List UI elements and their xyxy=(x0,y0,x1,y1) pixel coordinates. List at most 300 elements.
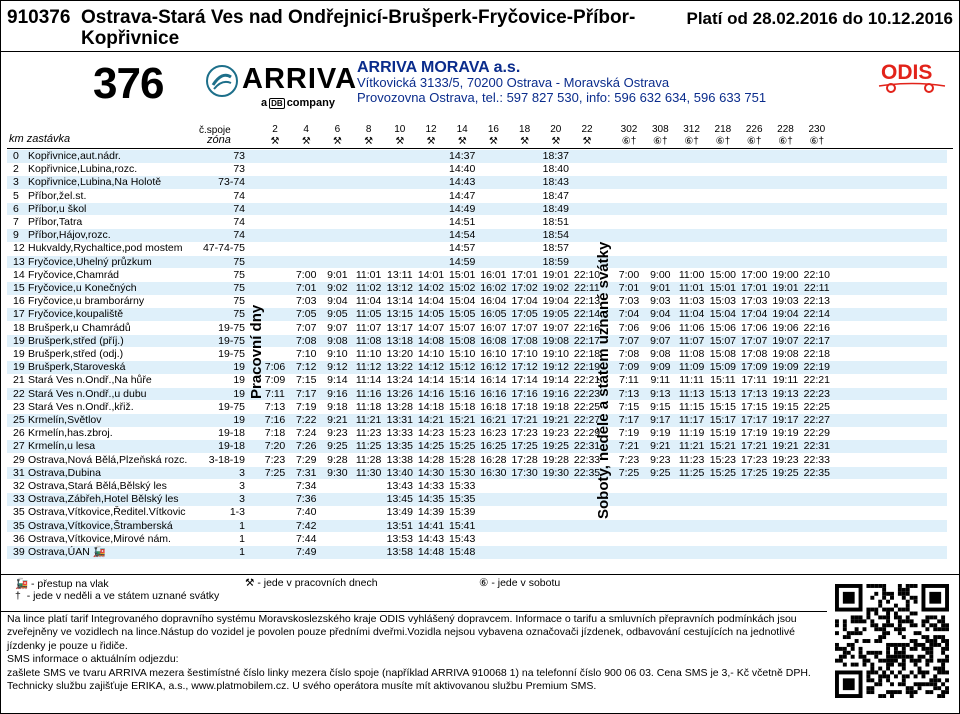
stop-zone: 73-74 xyxy=(218,176,245,189)
departure-time: 9:05 xyxy=(327,308,348,321)
departure-time: 18:40 xyxy=(542,163,569,176)
departure-time: 9:23 xyxy=(327,427,348,440)
departure-time: 9:28 xyxy=(327,453,348,466)
departure-time: 14:41 xyxy=(417,519,445,532)
departure-time: 16:16 xyxy=(480,387,507,400)
hammers-icon: ⚒ xyxy=(270,136,280,147)
stop-km: 29 xyxy=(13,453,25,466)
stop-km: 25 xyxy=(13,414,25,426)
stop-zone: 74 xyxy=(233,229,245,242)
stop-row xyxy=(7,493,247,506)
stop-name: Brušperk,u Chamrádů xyxy=(28,321,131,334)
departure-time: 14:18 xyxy=(417,400,445,413)
departure-time: 16:10 xyxy=(480,348,507,360)
departure-time: 22:11 xyxy=(574,282,600,294)
stop-zone: 74 xyxy=(233,189,245,202)
saturday-sunday-icon: ⑥† xyxy=(684,136,699,147)
stop-zone: 47-74-75 xyxy=(202,242,245,255)
departure-time: 7:11 xyxy=(619,374,639,387)
stop-row xyxy=(7,467,247,480)
operator-name: ARRIVA MORAVA a.s. xyxy=(357,59,521,76)
departure-time: 16:05 xyxy=(480,308,507,321)
departure-time: 15:01 xyxy=(449,268,476,281)
departure-time: 17:04 xyxy=(741,308,768,321)
stop-km: 13 xyxy=(13,255,25,268)
stop-row xyxy=(7,427,247,440)
departure-time: 15:25 xyxy=(449,440,476,453)
departure-time: 17:28 xyxy=(511,453,538,466)
departure-time: 16:25 xyxy=(480,440,507,453)
stop-row xyxy=(7,506,247,519)
departure-time: 11:28 xyxy=(355,453,382,466)
departure-time: 11:07 xyxy=(355,321,382,334)
departure-time: 19:07 xyxy=(542,321,569,334)
stop-zone: 19-75 xyxy=(218,348,245,360)
departure-time: 9:23 xyxy=(650,453,671,466)
departure-time: 9:03 xyxy=(650,295,671,308)
departure-time: 9:08 xyxy=(327,334,348,347)
departure-time: 11:10 xyxy=(355,348,382,360)
departure-time: 17:14 xyxy=(511,374,538,387)
departure-time: 14:14 xyxy=(417,374,445,387)
hammers-icon: ⚒ xyxy=(457,136,467,147)
stop-zone: 3 xyxy=(239,466,245,479)
stop-row xyxy=(7,322,247,335)
departure-time: 7:01 xyxy=(618,282,640,294)
departure-time: 19:04 xyxy=(542,295,569,308)
stop-zone: 1 xyxy=(239,519,245,532)
stop-zone: 1 xyxy=(239,532,245,545)
stop-row xyxy=(7,440,247,453)
departure-time: 11:06 xyxy=(678,321,705,334)
departure-time: 17:21 xyxy=(741,440,768,453)
stop-zone: 19 xyxy=(233,361,245,374)
departure-time: 14:54 xyxy=(449,229,476,242)
departure-time: 18:47 xyxy=(542,189,569,202)
stop-row xyxy=(7,308,247,321)
departure-time: 14:43 xyxy=(417,532,445,545)
departure-time: 18:51 xyxy=(542,216,569,228)
departure-time: 11:09 xyxy=(678,361,705,374)
cross-icon: † xyxy=(15,590,21,602)
stop-name: Stará Ves n.Ondř.,u dubu xyxy=(28,387,147,400)
departure-time: 16:30 xyxy=(480,466,507,479)
stop-name: Brušperk,střed (příj.) xyxy=(28,334,124,347)
departure-time: 13:38 xyxy=(386,453,413,466)
departure-time: 7:22 xyxy=(295,414,317,426)
legend-divider xyxy=(1,574,959,575)
departure-time: 13:53 xyxy=(386,532,413,545)
stop-row xyxy=(7,256,247,269)
departure-time: 19:10 xyxy=(542,348,569,360)
trip-number: 228 xyxy=(777,124,794,135)
departure-time: 7:42 xyxy=(295,519,317,532)
departure-time: 15:41 xyxy=(449,519,476,532)
departure-time: 15:07 xyxy=(709,334,737,347)
departure-time: 14:25 xyxy=(417,440,445,453)
stop-zone: 75 xyxy=(233,308,245,321)
stop-row xyxy=(7,388,247,401)
departure-time: 22:23 xyxy=(803,387,830,400)
departure-time: 14:59 xyxy=(449,255,476,268)
stop-name: Příbor,žel.st. xyxy=(28,189,87,202)
departure-time: 19:00 xyxy=(772,268,799,281)
departure-time: 19:05 xyxy=(542,308,569,321)
stop-row xyxy=(7,546,247,559)
departure-time: 17:13 xyxy=(741,387,768,400)
departure-time: 7:00 xyxy=(295,268,317,281)
hammers-icon: ⚒ xyxy=(395,136,405,147)
departure-time: 22:25 xyxy=(803,400,830,413)
departure-time: 14:48 xyxy=(417,546,445,558)
stop-row xyxy=(7,163,247,176)
departure-time: 18:37 xyxy=(542,150,569,162)
stop-zone: 19 xyxy=(233,414,245,426)
departure-time: 14:04 xyxy=(417,295,445,308)
odis-logo-icon xyxy=(877,57,947,95)
departure-time: 17:03 xyxy=(741,295,768,308)
departure-time: 7:03 xyxy=(618,295,640,308)
trip-number: 4 xyxy=(303,124,309,135)
validity-period: Platí od 28.02.2016 do 10.12.2016 xyxy=(686,9,953,28)
departure-time: 22:27 xyxy=(573,414,601,426)
stop-km: 22 xyxy=(13,387,25,400)
departure-time: 15:35 xyxy=(449,493,476,506)
departure-time: 17:00 xyxy=(741,268,768,281)
departure-time: 15:02 xyxy=(449,282,476,294)
stop-km: 9 xyxy=(13,229,19,242)
departure-time: 15:05 xyxy=(449,308,476,321)
departure-time: 7:08 xyxy=(295,334,317,347)
departure-time: 7:18 xyxy=(264,427,286,440)
departure-time: 7:11 xyxy=(265,387,285,400)
departure-time: 11:17 xyxy=(678,414,705,426)
departure-time: 15:14 xyxy=(449,374,476,387)
departure-time: 9:16 xyxy=(327,387,348,400)
line-number: 376 xyxy=(93,59,164,108)
departure-time: 7:07 xyxy=(618,334,640,347)
stop-name: Fryčovice,Chamrád xyxy=(28,268,120,281)
stop-name: Fryčovice,u Konečných xyxy=(28,282,137,294)
departure-time: 16:28 xyxy=(480,453,507,466)
trip-number: 16 xyxy=(487,124,499,135)
hammers-icon: ⚒ xyxy=(245,577,255,589)
stop-km: 19 xyxy=(13,361,25,374)
departure-time: 15:21 xyxy=(449,414,476,426)
departure-time: 7:06 xyxy=(618,321,640,334)
departure-time: 17:09 xyxy=(741,361,768,374)
stop-row xyxy=(7,533,247,546)
stop-name: Ostrava,Stará Bělá,Bělský les xyxy=(28,480,167,492)
stop-row xyxy=(7,374,247,387)
departure-time: 17:08 xyxy=(511,334,538,347)
departure-time: 11:07 xyxy=(678,334,705,347)
stop-km: 17 xyxy=(13,308,25,321)
departure-time: 13:28 xyxy=(386,400,413,413)
departure-time: 9:08 xyxy=(650,348,671,360)
departure-time: 19:04 xyxy=(772,308,799,321)
departure-time: 18:43 xyxy=(542,176,569,189)
stop-row xyxy=(7,480,247,493)
departure-time: 19:19 xyxy=(772,427,799,440)
departure-time: 16:12 xyxy=(480,361,507,374)
departure-time: 22:13 xyxy=(803,295,830,308)
departure-time: 9:19 xyxy=(650,427,671,440)
departure-time: 9:21 xyxy=(650,440,671,453)
departure-time: 15:16 xyxy=(449,387,476,400)
stop-row xyxy=(7,520,247,533)
departure-time: 14:10 xyxy=(417,348,445,360)
departure-time: 11:08 xyxy=(355,334,382,347)
stop-row xyxy=(7,282,247,295)
stop-zone: 73 xyxy=(233,163,245,176)
departure-time: 14:40 xyxy=(449,163,476,176)
weekend-label: Soboty, neděle a státem uznané svátky xyxy=(595,241,612,519)
stop-row xyxy=(7,348,247,361)
departure-time: 15:48 xyxy=(449,546,476,558)
stop-zone: 75 xyxy=(233,268,245,281)
departure-time: 17:23 xyxy=(511,427,538,440)
departure-time: 15:03 xyxy=(709,295,737,308)
departure-time: 22:31 xyxy=(573,440,601,453)
departure-time: 16:08 xyxy=(480,334,507,347)
departure-time: 19:06 xyxy=(772,321,799,334)
departure-time: 7:31 xyxy=(295,466,317,479)
departure-time: 7:40 xyxy=(295,506,317,519)
departure-time: 9:09 xyxy=(650,361,671,374)
stop-zone: 19 xyxy=(233,387,245,400)
departure-time: 14:28 xyxy=(417,453,445,466)
departure-time: 13:33 xyxy=(386,427,413,440)
trip-number: 8 xyxy=(365,124,372,135)
departure-time: 7:24 xyxy=(295,427,317,440)
departure-time: 22:27 xyxy=(803,414,830,426)
trip-number: 22 xyxy=(581,124,593,135)
departure-time: 14:23 xyxy=(417,427,445,440)
stop-zone: 75 xyxy=(233,255,245,268)
departure-time: 13:43 xyxy=(386,480,413,492)
departure-time: 19:25 xyxy=(542,440,569,453)
departure-time: 13:35 xyxy=(386,440,413,453)
stop-zone: 1-3 xyxy=(229,506,245,519)
stop-km: 2 xyxy=(13,163,19,176)
departure-time: 17:10 xyxy=(511,348,538,360)
departure-time: 15:15 xyxy=(709,400,737,413)
sms-title: SMS informace o aktuálním odjezdu: xyxy=(7,653,179,666)
stop-row xyxy=(7,203,247,216)
departure-time: 22:16 xyxy=(573,321,601,334)
departure-time: 15:07 xyxy=(449,321,476,334)
stop-zone: 19-18 xyxy=(218,440,245,453)
departure-time: 9:04 xyxy=(650,308,671,321)
legend-train: 🚂 - přestup na vlak xyxy=(15,578,109,590)
stop-name: Kopřivnice,Lubina,rozc. xyxy=(28,163,138,176)
departure-time: 17:25 xyxy=(511,440,538,453)
departure-time: 11:00 xyxy=(678,268,705,281)
departure-time: 9:15 xyxy=(650,400,671,413)
departure-time: 19:01 xyxy=(772,282,799,294)
saturday-icon: ⑥ xyxy=(479,577,489,589)
stop-km: 7 xyxy=(13,216,19,228)
departure-time: 14:21 xyxy=(417,414,445,426)
departure-time: 11:11 xyxy=(679,374,704,387)
trip-number: 218 xyxy=(714,124,732,135)
header-underline xyxy=(7,148,953,149)
stop-zone: 19 xyxy=(233,374,245,387)
departure-time: 9:13 xyxy=(650,387,671,400)
stop-zone: 19-75 xyxy=(218,400,245,413)
departure-time: 22:17 xyxy=(803,334,830,347)
departure-time: 7:25 xyxy=(264,466,286,479)
departure-time: 17:19 xyxy=(741,427,768,440)
departure-time: 22:23 xyxy=(573,387,601,400)
departure-time: 18:57 xyxy=(542,242,569,255)
departure-time: 16:18 xyxy=(480,400,507,413)
departure-time: 17:18 xyxy=(511,400,538,413)
departure-time: 22:25 xyxy=(573,400,601,413)
departure-time: 17:08 xyxy=(741,348,768,360)
departure-time: 9:11 xyxy=(650,374,671,387)
stop-name: Fryčovice,Uhelný průzkum xyxy=(28,255,152,268)
departure-time: 7:26 xyxy=(295,440,317,453)
stop-km: 27 xyxy=(13,440,25,453)
departure-time: 9:17 xyxy=(650,414,671,426)
trip-number: 230 xyxy=(808,124,826,135)
departure-time: 7:17 xyxy=(295,387,317,400)
departure-time: 17:07 xyxy=(741,334,768,347)
departure-time: 9:12 xyxy=(327,361,348,374)
departure-time: 7:06 xyxy=(264,361,286,374)
stop-name: Ostrava,ÚAN 🚂 xyxy=(28,546,106,558)
stop-km: 31 xyxy=(13,466,25,479)
departure-time: 7:25 xyxy=(618,466,640,479)
stop-zone: 3-18-19 xyxy=(208,453,245,466)
stop-km: 32 xyxy=(13,480,25,492)
departure-time: 17:04 xyxy=(511,295,538,308)
departure-time: 22:14 xyxy=(803,308,830,321)
departure-time: 17:23 xyxy=(741,453,768,466)
departure-time: 22:29 xyxy=(573,427,601,440)
header-zona: zóna xyxy=(207,134,231,146)
departure-time: 15:19 xyxy=(709,427,737,440)
arriva-logo-text: ARRIVA xyxy=(242,63,358,95)
qr-code-icon[interactable] xyxy=(835,584,949,698)
departure-time: 16:07 xyxy=(480,321,507,334)
departure-time: 9:21 xyxy=(327,414,348,426)
departure-time: 19:18 xyxy=(542,400,569,413)
departure-time: 13:22 xyxy=(386,361,413,374)
departure-time: 7:15 xyxy=(295,374,317,387)
hammers-icon: ⚒ xyxy=(582,136,592,147)
departure-time: 14:35 xyxy=(417,493,445,506)
header-km-stop: km zastávka xyxy=(9,133,71,145)
departure-time: 15:13 xyxy=(709,387,737,400)
departure-time: 7:19 xyxy=(618,427,640,440)
departure-time: 19:21 xyxy=(772,440,799,453)
departure-time: 19:23 xyxy=(542,427,569,440)
departure-time: 11:04 xyxy=(678,308,705,321)
departure-time: 22:14 xyxy=(573,308,601,321)
stop-row xyxy=(7,401,247,414)
departure-time: 7:21 xyxy=(618,440,640,453)
stop-name: Krmelín,has.zbroj. xyxy=(28,427,113,440)
departure-time: 13:31 xyxy=(386,414,413,426)
departure-time: 15:21 xyxy=(709,440,737,453)
departure-time: 7:36 xyxy=(295,493,317,506)
stop-name: Stará Ves n.Ondř.,křiž. xyxy=(28,400,134,413)
departure-time: 11:14 xyxy=(355,374,382,387)
departure-time: 15:06 xyxy=(709,321,737,334)
departure-time: 22:19 xyxy=(803,361,830,374)
departure-time: 13:12 xyxy=(386,282,413,294)
footer-info xyxy=(7,613,827,693)
departure-time: 7:10 xyxy=(295,348,317,360)
trip-number: 14 xyxy=(456,124,468,135)
departure-time: 17:01 xyxy=(511,268,538,281)
departure-time: 17:16 xyxy=(511,387,538,400)
stop-row xyxy=(7,176,247,189)
departure-time: 22:31 xyxy=(803,440,830,453)
departure-time: 22:33 xyxy=(573,453,601,466)
stop-row xyxy=(7,335,247,348)
stop-name: Brušperk,střed (odj.) xyxy=(28,348,124,360)
departure-time: 11:03 xyxy=(678,295,705,308)
departure-time: 17:05 xyxy=(511,308,538,321)
departure-time: 19:21 xyxy=(542,414,569,426)
departure-time: 19:23 xyxy=(772,453,799,466)
departure-time: 16:04 xyxy=(480,295,507,308)
departure-time: 7:16 xyxy=(264,414,286,426)
departure-time: 11:16 xyxy=(355,387,382,400)
departure-time: 19:13 xyxy=(772,387,799,400)
trip-number: 302 xyxy=(620,124,638,135)
departure-time: 7:23 xyxy=(618,453,640,466)
stop-km: 19 xyxy=(13,334,25,347)
stop-row xyxy=(7,229,247,242)
departure-time: 15:28 xyxy=(449,453,476,466)
departure-time: 7:44 xyxy=(295,532,317,545)
departure-time: 16:23 xyxy=(480,427,507,440)
departure-time: 19:28 xyxy=(542,453,569,466)
departure-time: 14:47 xyxy=(449,189,476,202)
stop-km: 26 xyxy=(13,427,25,440)
stop-name: Kopřivnice,Lubina,Na Holotě xyxy=(28,176,162,189)
departure-time: 19:14 xyxy=(542,374,569,387)
trip-number: 308 xyxy=(651,124,669,135)
departure-time: 7:09 xyxy=(618,361,640,374)
saturday-sunday-icon: ⑥† xyxy=(778,136,793,147)
saturday-sunday-icon: ⑥† xyxy=(746,136,762,147)
departure-time: 16:02 xyxy=(480,282,507,294)
departure-time: 15:30 xyxy=(449,466,476,479)
departure-time: 22:35 xyxy=(803,466,830,479)
stop-name: Ostrava,Vítkovice,Ředitel.Vítkovic xyxy=(28,506,186,519)
departure-time: 7:04 xyxy=(618,308,640,321)
trip-number: 20 xyxy=(550,124,562,135)
departure-time: 19:12 xyxy=(542,361,569,374)
departure-time: 13:45 xyxy=(386,493,413,506)
departure-time: 15:00 xyxy=(709,268,737,281)
header-spoj: č.spoje xyxy=(199,125,231,136)
departure-time: 19:02 xyxy=(542,282,569,294)
departure-time: 17:06 xyxy=(741,321,768,334)
stop-km: 33 xyxy=(13,493,25,506)
stop-name: Příbor,u škol xyxy=(28,202,87,215)
departure-time: 14:07 xyxy=(417,321,445,334)
saturday-sunday-icon: ⑥† xyxy=(653,136,668,147)
departure-time: 15:33 xyxy=(449,480,476,492)
departure-time: 7:29 xyxy=(295,453,317,466)
